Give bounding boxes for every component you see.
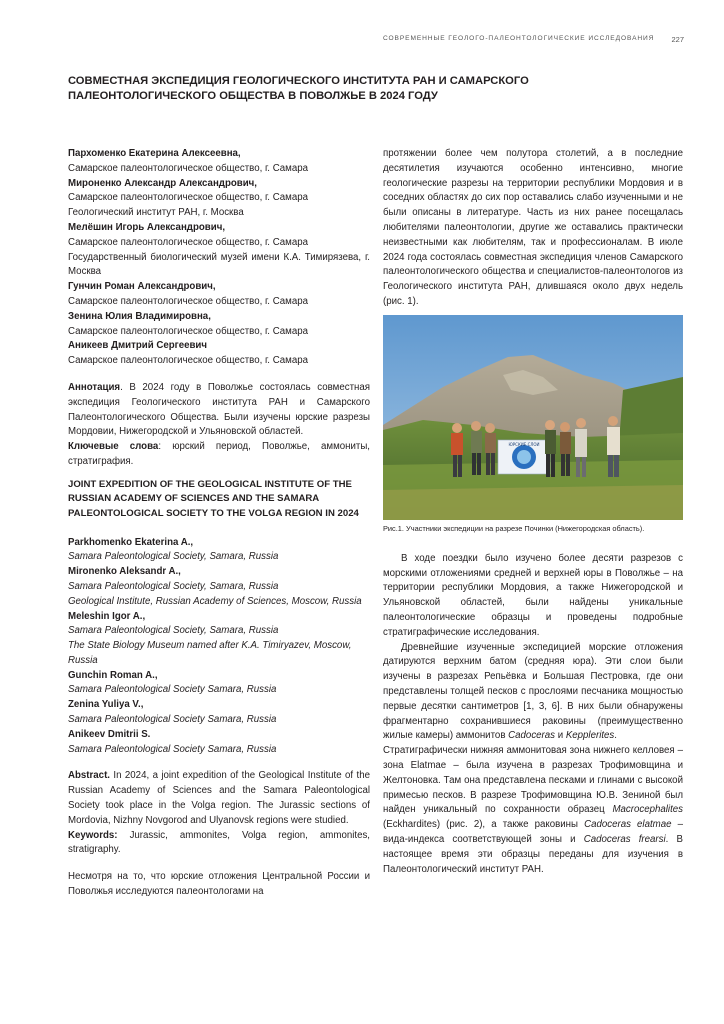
abstract-text: In 2024, a joint expedition of the Geological Institute of the Russian Academy of Sciences and the Samara Paleontological Society took place in the Volga region. The Jurassic sections of Mordovia, Nizhny Novgorod and Ulyanovsk regions were studied. <box>68 770 370 826</box>
author-name: Zenina Yuliya V., <box>68 699 144 711</box>
species-name: Cadoceras elatmae <box>584 819 672 831</box>
text-run: (Eckhardites) (рис. 2), а также раковины <box>383 819 585 831</box>
author-name: Anikeev Dmitrii S. <box>68 728 151 740</box>
author-name: Пархоменко Екатерина Алексеевна, <box>68 148 241 159</box>
paragraph-2: В ходе поездки было изучено более десяти разрезов с морскими отложениями средней и верхней юры в Поволжье – на территории республики Мордовия, а также Нижегородской и Ульяновской областей, были найдены уникальные палеонтологические образцы и проведены подробные стратиграфические исследования. <box>383 552 683 638</box>
author-name: Мироненко Александр Александрович, <box>68 177 258 189</box>
text-run: Стратиграфически нижняя аммонитовая зона нижнего келловея – зона Elatmae – была изучена в разрезах Трофимовщина и Желтоновка. Там она представлена песками и глинами с высокой примесью песков. В разрезе Трофимовщина Ю.В. Зениной был найден уникальный по сохранности образец <box>383 745 683 816</box>
author-affiliation: Самарское палеонтологическое общество, г. Самара <box>68 192 309 204</box>
text-run: . <box>614 730 617 742</box>
author-affiliation: Samara Paleontological Society Samara, Russia <box>68 684 277 696</box>
keywords-en-text: Jurassic, ammonites, Volga region, ammonites, stratigraphy. <box>68 829 370 856</box>
author-name: Mironenko Aleksandr A., <box>68 566 181 578</box>
author-affiliation: Самарское палеонтологическое общество, г. Самара <box>68 162 309 174</box>
genus-name: Macrocephalites <box>612 804 683 816</box>
annotation-text: . В 2024 году в Поволжье состоялась совместная экспедиция Геологического института РАН и Самарского Палеонтологического Общества. Были изучены юрские разрезы Мордовии, Нижегородской и Ульяновской областей. <box>68 381 370 438</box>
author-affiliation: Samara Paleontological Society Samara, Russia <box>68 743 277 755</box>
expedition-photo-illustration <box>383 315 683 520</box>
keywords-ru <box>68 440 370 470</box>
flag-text: ЮРСКИЕ СЛОИ <box>508 441 540 447</box>
species-name: Cadoceras frearsi <box>583 833 666 845</box>
annotation-ru <box>68 381 370 440</box>
author-affiliation: Samara Paleontological Society, Samara, Russia <box>68 580 279 592</box>
author-affiliation: Самарское палеонтологическое общество, г. Самара <box>68 236 309 248</box>
intro-paragraph-continued: протяжении более чем полутора столетий, а в последние десятилетия изучаются особенно интенсивно, многие геологические разрезы на территории республики Мордовия и в соседних областях до сих пор оставались слабо изученными и не были описаны в литературе. Часть из них ранее посещалась любителями палеонтологии, другие же оставались практически неизвестными как любителям, так и профессионалам. В июле 2024 года состоялась совместная экспедиция членов Самарского палеонтологического общества и специалистов-палеонтологов из Геологического института РАН, длившаяся около двух недель (рис. 1). <box>383 148 683 307</box>
abstract-label: Abstract. <box>68 770 110 782</box>
text-run: – вида-индекса соответствующей зоны и <box>383 819 683 845</box>
text-run: Древнейшие изученные экспедицией морские отложения датируются верхним батом (средняя юра). Эти слои были изучены в разрезах Репьёвка и Большая Пестровка, где они представлены толщей песков с прослоями песчаника мощностью первые десятки сантиметров [1, 3, 6]. В них были обнаружены фрагментарно сохранившиеся раковины (преимущественно жилые камеры) аммонитов <box>383 641 683 742</box>
right-column <box>383 147 683 877</box>
author-name: Gunchin Roman A., <box>68 669 158 681</box>
author-affiliation: Samara Paleontological Society, Samara, Russia <box>68 551 279 563</box>
english-title: JOINT EXPEDITION OF THE GEOLOGICAL INSTITUTE OF THE RUSSIAN ACADEMY OF SCIENCES AND THE SAMARA PALEONTOLOGICAL SOCIETY TO THE VOLGA REGION IN 2024 <box>68 478 359 519</box>
authors-ru <box>68 147 370 369</box>
left-column <box>68 147 370 900</box>
genus-name: Kepplerites <box>565 730 615 742</box>
author-name: Гунчин Роман Александрович, <box>68 281 216 293</box>
running-title: СОВРЕМЕННЫЕ ГЕОЛОГО-ПАЛЕОНТОЛОГИЧЕСКИЕ ИССЛЕДОВАНИЯ <box>383 35 655 42</box>
author-affiliation: Geological Institute, Russian Academy of Sciences, Moscow, Russia <box>68 595 362 607</box>
paper-title: СОВМЕСТНАЯ ЭКСПЕДИЦИЯ ГЕОЛОГИЧЕСКОГО ИНСТИТУТА РАН И САМАРСКОГО ПАЛЕОНТОЛОГИЧЕСКОГО ОБЩЕСТВА В ПОВОЛЖЬЕ В 2024 ГОДУ <box>68 75 529 102</box>
text-run: . В настоящее время эти образцы переданы для изучения в Палеонтологический институт РАН. <box>383 833 683 875</box>
keywords-label: Ключевые слова <box>68 441 159 453</box>
author-affiliation: Samara Paleontological Society Samara, Russia <box>68 714 277 726</box>
author-affiliation: Государственный биологический музей имени К.А. Тимирязева, г. Москва <box>68 251 370 278</box>
author-affiliation: Геологический институт РАН, г. Москва <box>68 207 244 219</box>
author-name: Аникеев Дмитрий Сергеевич <box>68 340 208 352</box>
text-run: и <box>555 730 566 742</box>
genus-name: Cadoceras <box>508 730 556 742</box>
figure-1-photo <box>383 315 683 520</box>
authors-en <box>68 536 370 758</box>
author-affiliation: Samara Paleontological Society, Samara, Russia <box>68 625 279 637</box>
page-number: 227 <box>671 35 684 44</box>
author-affiliation: Самарское палеонтологическое общество, г. Самара <box>68 355 309 367</box>
author-name: Meleshin Igor A., <box>68 610 146 622</box>
keywords-en <box>68 829 370 859</box>
paragraph-3 <box>383 641 683 745</box>
intro-paragraph-start: Несмотря на то, что юрские отложения Центральной России и Поволжья исследуются палеонтологами на <box>68 871 370 898</box>
author-affiliation: Самарское палеонтологическое общество, г. Самара <box>68 295 309 307</box>
keywords-text: : юрский период, Поволжье, аммониты, стратиграфия. <box>68 441 370 467</box>
abstract-en <box>68 769 370 828</box>
author-name: Зенина Юлия Владимировна, <box>68 310 211 322</box>
author-affiliation: The State Biology Museum named after K.A. Timiryazev, Moscow, Russia <box>68 640 352 666</box>
keywords-en-label: Keywords: <box>68 829 118 841</box>
figure-1-caption: Рис.1. Участники экспедиции на разрезе Починки (Нижегородская область). <box>383 523 645 533</box>
author-name: Parkhomenko Ekaterina A., <box>68 536 194 548</box>
paragraph-4 <box>383 744 683 877</box>
author-affiliation: Самарское палеонтологическое общество, г. Самара <box>68 325 309 337</box>
annotation-label: Аннотация <box>68 381 121 393</box>
author-name: Мелёшин Игорь Александрович, <box>68 221 226 233</box>
